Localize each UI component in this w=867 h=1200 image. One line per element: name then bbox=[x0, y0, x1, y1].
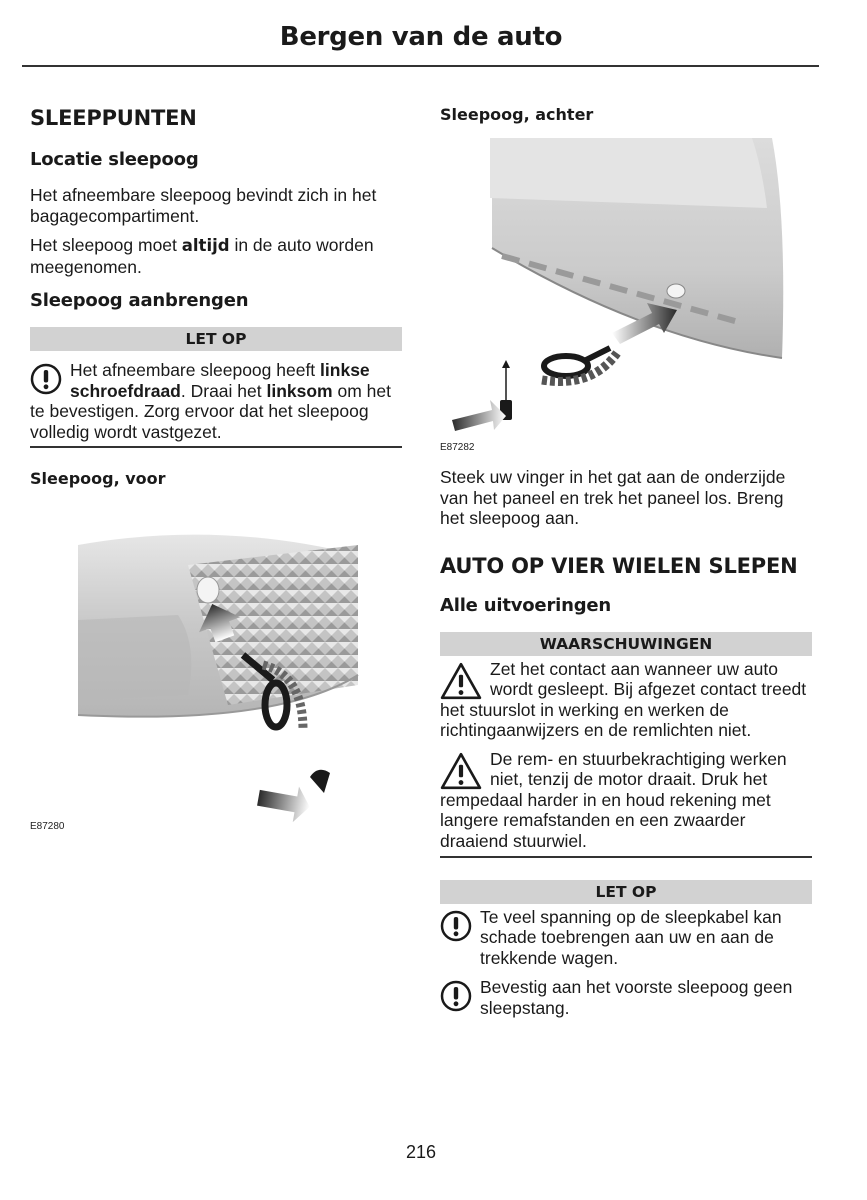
page-title: Bergen van de auto bbox=[279, 22, 563, 52]
figure-title-voor: Sleepoog, voor bbox=[30, 468, 166, 488]
warnings-divider bbox=[440, 856, 812, 858]
section-title-sleeppunten: SLEEPPUNTEN bbox=[30, 106, 197, 130]
subheading-alle-uitvoeringen: Alle uitvoeringen bbox=[440, 594, 612, 616]
rear-tow-eye-illustration bbox=[442, 138, 814, 440]
caution-icon bbox=[440, 910, 472, 942]
note-divider bbox=[30, 446, 402, 448]
caution-icon bbox=[30, 363, 62, 395]
emphasis-linkse-schroefdraad: linkse schroefdraad bbox=[70, 360, 370, 401]
front-tow-eye-illustration bbox=[78, 525, 368, 825]
left-column bbox=[30, 104, 402, 490]
subheading-locatie-sleepoog: Locatie sleepoog bbox=[30, 149, 199, 170]
caution-note: Het afneembare sleepoog heeft linkse schroefdraad. Draai het linksom om het te bevestigen. Zorg ervoor dat het sleepoog volledig wordt vastgezet. bbox=[30, 360, 391, 442]
warning-note-2: De rem- en stuurbekrachtiging werken niet, tenzij de motor draait. Druk het rempedaal harder in en houd rekening met langere remafstanden en een zwaarder draaiend stuurwiel. bbox=[440, 748, 787, 851]
paragraph-paneel: Steek uw vinger in het gat aan de onderzijde van het paneel en trek het paneel los. Breng het sleepoog aan. bbox=[440, 467, 786, 528]
emphasis-linksom: linksom bbox=[266, 380, 333, 401]
section-title-auto-op-vier-wielen: AUTO OP VIER WIELEN SLEPEN bbox=[440, 553, 798, 578]
paragraph-altijd: Het sleepoog moet altijd in de auto worden meegenomen. bbox=[30, 235, 374, 277]
emphasis-altijd: altijd bbox=[181, 236, 230, 255]
subheading-sleepoog-aanbrengen: Sleepoog aanbrengen bbox=[30, 290, 249, 311]
header-divider bbox=[22, 65, 819, 67]
right-column-text bbox=[440, 467, 812, 1018]
caution-note-2: Bevestig aan het voorste sleepoog geen sleepstang. bbox=[440, 977, 812, 1018]
figure-code-voor: E87280 bbox=[30, 821, 65, 832]
figure-title-achter: Sleepoog, achter bbox=[440, 105, 594, 124]
warning-note-1: Zet het contact aan wanneer uw auto wordt gesleept. Bij afgezet contact treedt het stuurslot in werking en werken de richtingaanwijzers en de remlichten niet. bbox=[440, 658, 807, 740]
caution-note-1: Te veel spanning op de sleepkabel kan schade toebrengen aan uw en aan de trekkende wagen. bbox=[440, 907, 812, 969]
letop-banner-right: LET OP bbox=[440, 880, 812, 904]
warnings-banner: WAARSCHUWINGEN bbox=[440, 632, 812, 656]
page-number: 216 bbox=[405, 1142, 437, 1162]
letop-banner: LET OP bbox=[30, 327, 402, 351]
caution-icon bbox=[440, 980, 472, 1012]
figure-code-achter: E87282 bbox=[440, 442, 475, 453]
warning-triangle-icon bbox=[440, 752, 482, 790]
warning-triangle-icon bbox=[440, 662, 482, 700]
paragraph-locatie: Het afneembare sleepoog bevindt zich in het bagagecompartiment. bbox=[30, 185, 377, 226]
right-column-top bbox=[440, 104, 812, 126]
